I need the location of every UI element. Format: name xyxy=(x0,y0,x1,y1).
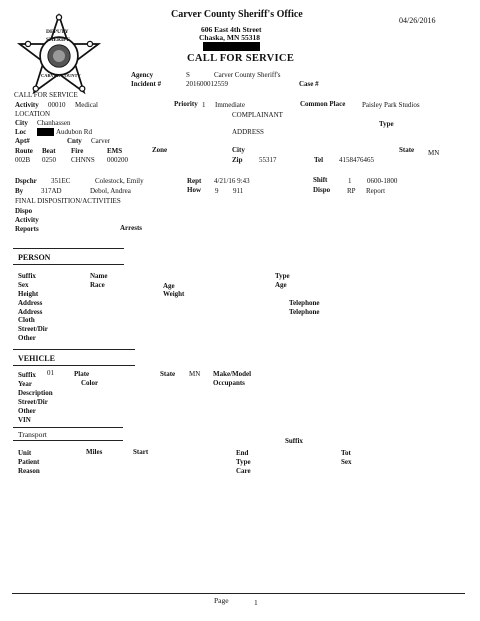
vehicle-rule-top xyxy=(13,349,135,350)
priority-value: 1 xyxy=(202,101,206,109)
beat-value: 0250 xyxy=(42,156,56,164)
transport-miles-label: Miles xyxy=(86,448,103,456)
apt-label: Apt# xyxy=(15,137,30,145)
office-city: Chaska, MN 55318 xyxy=(199,33,261,42)
by-name: Debol, Andrea xyxy=(90,187,131,195)
shift-label: Shift xyxy=(313,176,328,184)
tel-label: Tel xyxy=(314,156,324,164)
person-weight-label: Weight xyxy=(163,290,185,298)
final-reports-label: Reports xyxy=(15,225,39,233)
cnty-label: Cnty xyxy=(67,137,82,145)
final-activity-label: Activity xyxy=(15,216,39,224)
redacted-street-number xyxy=(37,128,54,136)
vehicle-suffix-value: 01 xyxy=(47,369,54,377)
zip-label: Zip xyxy=(232,156,243,164)
transport-unit-label: Unit xyxy=(18,449,32,457)
state-label: State xyxy=(399,146,415,154)
footer-rule xyxy=(12,593,465,594)
vehicle-year-label: Year xyxy=(18,380,32,388)
document-title: CALL FOR SERVICE xyxy=(187,53,295,64)
office-address: 606 East 4th Street xyxy=(201,25,262,34)
city-label: City xyxy=(15,119,28,127)
person-rule-top xyxy=(13,248,124,249)
person-race-label: Race xyxy=(90,281,105,289)
person-address-label: Address xyxy=(18,299,43,307)
person-type-label: Type xyxy=(275,272,290,280)
call-section-heading: CALL FOR SERVICE xyxy=(14,91,78,99)
transport-suffix-label: Suffix xyxy=(285,437,303,445)
dspchr-name: Colestock, Emily xyxy=(95,177,144,185)
transport-rule-top xyxy=(13,427,123,428)
vehicle-vin-label: VIN xyxy=(18,416,31,424)
person-age-label: Age xyxy=(163,282,175,290)
badge-top-text: DEPUTY xyxy=(46,29,69,35)
person-sex-label: Sex xyxy=(18,281,29,289)
priority-label: Priority xyxy=(174,100,198,108)
vehicle-other-label: Other xyxy=(18,407,36,415)
person-street-label: Street/Dir xyxy=(18,325,48,333)
person-name-label: Name xyxy=(90,272,108,280)
cnty-value: Carver xyxy=(91,137,111,145)
transport-care-label: Care xyxy=(236,467,251,475)
office-name: Carver County Sheriff's Office xyxy=(171,9,303,20)
sheriff-badge-logo xyxy=(16,13,102,99)
loc-label: Loc xyxy=(15,128,27,136)
priority-desc: Immediate xyxy=(215,101,245,109)
activity-desc: Medical xyxy=(75,101,98,109)
dspchr-value: 351EC xyxy=(51,177,71,185)
address-label: ADDRESS xyxy=(232,128,264,136)
transport-sex-label: Sex xyxy=(341,458,352,466)
person-rule-bottom xyxy=(13,264,124,265)
ems-label: EMS xyxy=(107,147,123,155)
report-date: 04/26/2016 xyxy=(399,16,436,25)
person-heading: PERSON xyxy=(18,253,51,262)
star-badge-icon xyxy=(16,13,102,99)
vehicle-rule-bottom xyxy=(13,365,135,366)
how-desc: 911 xyxy=(233,187,244,195)
route-label: Route xyxy=(15,147,33,155)
vehicle-color-label: Color xyxy=(81,379,99,387)
complainant-label: COMPLAINANT xyxy=(232,111,283,119)
zip-value: 55317 xyxy=(259,156,277,164)
by-value: 317AD xyxy=(41,187,62,195)
person-telephone-label: Telephone xyxy=(289,299,320,307)
badge-middle-text: SHERIFF xyxy=(46,37,70,43)
shift-time: 0600-1800 xyxy=(367,177,398,185)
final-arrests-label: Arrests xyxy=(120,224,143,232)
person-height-label: Height xyxy=(18,290,39,298)
dispo-code: RP xyxy=(347,187,356,195)
incident-number: 201600012559 xyxy=(186,80,228,88)
final-dispo-label: Dispo xyxy=(15,207,33,215)
redacted-block xyxy=(203,42,260,51)
person-telephone2-label: Telephone xyxy=(289,308,320,316)
vehicle-suffix-label: Suffix xyxy=(18,371,36,379)
vehicle-state-value: MN xyxy=(189,370,201,378)
transport-start-label: Start xyxy=(133,448,149,456)
ems-value: 000200 xyxy=(107,156,128,164)
fire-label: Fire xyxy=(71,147,84,155)
person-cloth-label: Cloth xyxy=(18,316,35,324)
incident-label: Incident # xyxy=(131,80,162,88)
zone-label: Zone xyxy=(152,146,168,154)
transport-rule-bottom xyxy=(13,440,123,441)
by-label: By xyxy=(15,187,24,195)
how-value: 9 xyxy=(215,187,219,195)
agency-code: S xyxy=(186,71,190,79)
transport-type-label: Type xyxy=(236,458,251,466)
state-value: MN xyxy=(428,149,440,157)
agency-name: Carver County Sheriff's xyxy=(214,71,281,79)
person-address2-label: Address xyxy=(18,308,43,316)
agency-label: Agency xyxy=(131,71,154,79)
transport-tot-label: Tot xyxy=(341,449,351,457)
location-label: LOCATION xyxy=(15,110,50,118)
common-place-value: Paisley Park Studios xyxy=(362,101,420,109)
person-suffix-label: Suffix xyxy=(18,272,36,280)
dispo-desc: Report xyxy=(366,187,386,195)
tel-value: 4158476465 xyxy=(339,156,374,164)
transport-end-label: End xyxy=(236,449,249,457)
vehicle-plate-label: Plate xyxy=(74,370,90,378)
rept-label: Rept xyxy=(187,177,202,185)
vehicle-street-label: Street/Dir xyxy=(18,398,48,406)
final-heading: FINAL DISPOSITION/ACTIVITIES xyxy=(15,197,121,205)
common-place-label: Common Place xyxy=(300,100,346,108)
person-other-label: Other xyxy=(18,334,36,342)
transport-patient-label: Patient xyxy=(18,458,40,466)
city-value: Chanhassen xyxy=(37,119,71,127)
route-value: 002B xyxy=(15,156,31,164)
page-label: Page xyxy=(214,596,229,605)
vehicle-make-model-label: Make/Model xyxy=(213,370,252,378)
case-label: Case # xyxy=(299,80,319,88)
transport-reason-label: Reason xyxy=(18,467,40,475)
rept-value: 4/21/16 9:43 xyxy=(214,177,250,185)
transport-heading: Transport xyxy=(18,430,47,439)
fire-value: CHNNS xyxy=(71,156,95,164)
dispo-label: Dispo xyxy=(313,186,331,194)
dspchr-label: Dspchr xyxy=(15,177,37,185)
person-age2-label: Age xyxy=(275,281,287,289)
activity-label: Activity xyxy=(15,101,39,109)
vehicle-state-label: State xyxy=(160,370,176,378)
beat-label: Beat xyxy=(42,147,56,155)
page-number: 1 xyxy=(254,598,258,607)
shift-value: 1 xyxy=(348,177,352,185)
type-label: Type xyxy=(379,120,394,128)
vehicle-occupants-label: Occupants xyxy=(213,379,245,387)
badge-bottom-text: CARVER COUNTY xyxy=(41,73,81,78)
vehicle-description-label: Description xyxy=(18,389,53,397)
loc-value: Audubon Rd xyxy=(56,128,92,136)
vehicle-heading: VEHICLE xyxy=(18,354,55,363)
city2-label: City xyxy=(232,146,245,154)
how-label: How xyxy=(187,186,201,194)
activity-code: 00010 xyxy=(48,101,66,109)
